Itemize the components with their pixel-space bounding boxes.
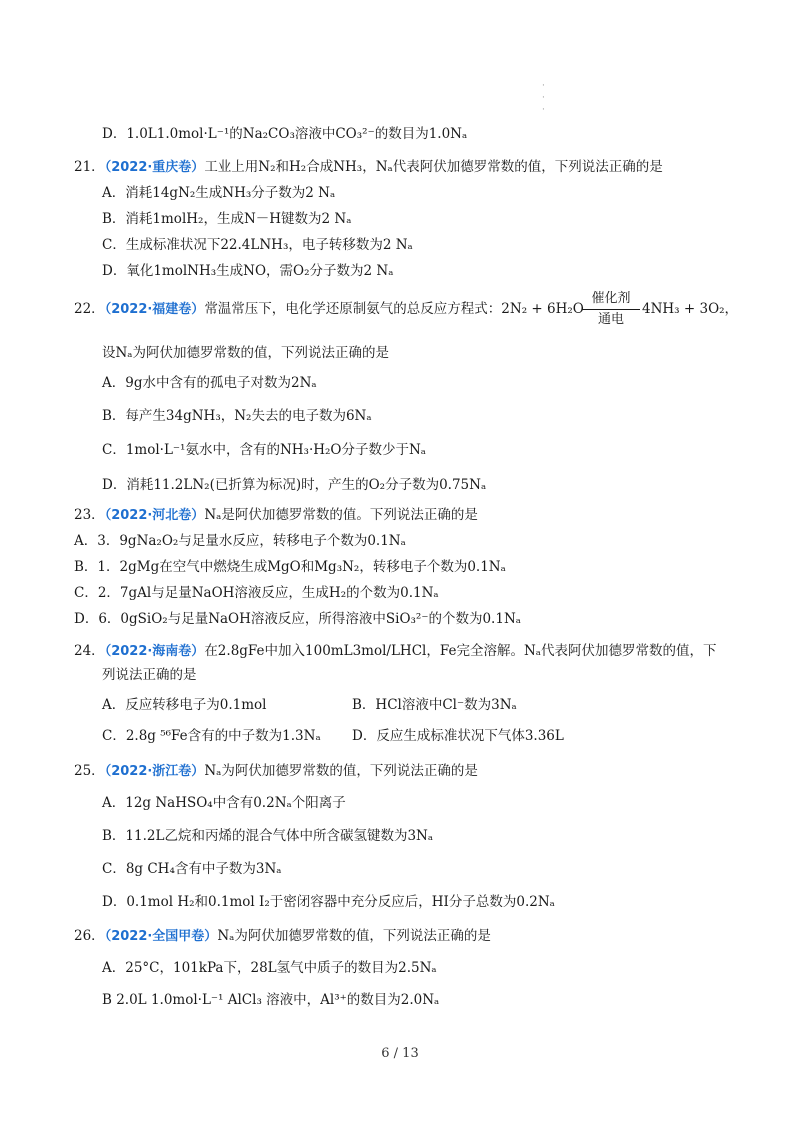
q21-stem xyxy=(74,158,663,177)
q24-option-d: D．反应生成标准状况下气体3.36L xyxy=(352,728,564,744)
catalyst-label: 催化剂 xyxy=(582,291,640,310)
margin-dots: · · · xyxy=(542,81,545,115)
q25-option-c: C．8g CH₄含有中子数为3Nₐ xyxy=(102,861,282,877)
q22-number: 22． xyxy=(74,301,105,317)
q24-stem xyxy=(74,642,716,661)
q21-option-b: B．消耗1molH₂，生成N－H键数为2 Nₐ xyxy=(102,211,352,227)
q21-number: 21． xyxy=(74,159,105,175)
q22-equation-products: 4NH₃ + 3O₂， xyxy=(642,301,739,317)
q22-option-d: D．消耗11.2LN₂(已折算为标况)时，产生的O₂分子数为0.75Nₐ xyxy=(102,477,487,493)
q20-option-d: D．1.0L1.0mol·L⁻¹的Na₂CO₃溶液中CO₃²⁻的数目为1.0Nₐ xyxy=(102,126,468,142)
q25-stem xyxy=(74,762,478,781)
q26-option-b: B 2.0L 1.0mol·L⁻¹ AlCl₃ 溶液中，Al³⁺的数目为2.0Nₐ xyxy=(102,992,440,1008)
q26-text: Nₐ为阿伏加德罗常数的值，下列说法正确的是 xyxy=(217,928,491,944)
q22-stem-continued: 设Nₐ为阿伏加德罗常数的值，下列说法正确的是 xyxy=(102,345,390,361)
q24-option-b: B．HCl溶液中Cl⁻数为3Nₐ xyxy=(352,697,517,713)
q21-option-d: D．氧化1molNH₃生成NO，需O₂分子数为2 Nₐ xyxy=(102,263,394,279)
q26-stem xyxy=(74,927,491,946)
q25-text: Nₐ为阿伏加德罗常数的值，下列说法正确的是 xyxy=(204,763,478,779)
q24-text: 在2.8gFe中加入100mL3mol/LHCl，Fe完全溶解。Nₐ代表阿伏加德罗常数的值，下 xyxy=(204,643,717,659)
q22-option-b: B．每产生34gNH₃，N₂失去的电子数为6Nₐ xyxy=(102,408,372,424)
q25-number: 25． xyxy=(74,763,105,779)
q25-option-a: A．12g NaHSO₄中含有0.2Nₐ个阳离子 xyxy=(102,795,346,811)
q23-text: Nₐ是阿伏加德罗常数的值。下列说法正确的是 xyxy=(204,507,478,523)
q24-stem-continued: 列说法正确的是 xyxy=(102,667,197,683)
q22-stem xyxy=(74,300,584,319)
q22-option-a: A．9g水中含有的孤电子对数为2Nₐ xyxy=(102,375,317,391)
electrolysis-label: 通电 xyxy=(597,312,624,327)
q24-source: （2022·海南卷） xyxy=(104,644,205,659)
q22-source: （2022·福建卷） xyxy=(104,302,205,317)
q21-source: （2022·重庆卷） xyxy=(104,160,205,175)
reaction-conditions xyxy=(582,291,640,328)
q23-option-a: A．3．9gNa₂O₂与足量水反应，转移电子个数为0.1Nₐ xyxy=(74,533,406,549)
q24-number: 24． xyxy=(74,643,105,659)
q25-option-b: B．11.2L乙烷和丙烯的混合气体中所含碳氢键数为3Nₐ xyxy=(102,828,434,844)
q26-number: 26． xyxy=(74,928,105,944)
q22-option-c: C．1mol·L⁻¹氨水中，含有的NH₃·H₂O分子数少于Nₐ xyxy=(102,442,427,458)
q23-option-b: B．1．2gMg在空气中燃烧生成MgO和Mg₃N₂，转移电子个数为0.1Nₐ xyxy=(74,559,506,575)
q24-option-a: A．反应转移电子为0.1mol xyxy=(102,697,267,713)
q24-option-c: C．2.8g ⁵⁶Fe含有的中子数为1.3Nₐ xyxy=(102,728,321,744)
q21-text: 工业上用N₂和H₂合成NH₃，Nₐ代表阿伏加德罗常数的值，下列说法正确的是 xyxy=(204,159,663,175)
q23-number: 23． xyxy=(74,507,105,523)
q23-option-c: C．2．7gAl与足量NaOH溶液反应，生成H₂的个数为0.1Nₐ xyxy=(74,585,439,601)
q22-text: 常温常压下，电化学还原制氨气的总反应方程式：2N₂ + 6H₂O xyxy=(204,301,584,317)
q25-source: （2022·浙江卷） xyxy=(104,764,205,779)
q23-stem xyxy=(74,506,478,525)
q25-option-d: D．0.1mol H₂和0.1mol I₂于密闭容器中充分反应后，HI分子总数为0.2Nₐ xyxy=(102,894,555,910)
page-number: 6 / 13 xyxy=(381,1046,419,1061)
q21-option-a: A．消耗14gN₂生成NH₃分子数为2 Nₐ xyxy=(102,185,336,201)
q23-option-d: D．6．0gSiO₂与足量NaOH溶液反应，所得溶液中SiO₃²⁻的个数为0.1Nₐ xyxy=(74,611,521,627)
q21-option-c: C．生成标准状况下22.4LNH₃，电子转移数为2 Nₐ xyxy=(102,237,413,253)
q23-source: （2022·河北卷） xyxy=(104,508,205,523)
q26-source: （2022·全国甲卷） xyxy=(104,929,218,944)
q26-option-a: A．25°C，101kPa下，28L氢气中质子的数目为2.5Nₐ xyxy=(102,960,437,976)
